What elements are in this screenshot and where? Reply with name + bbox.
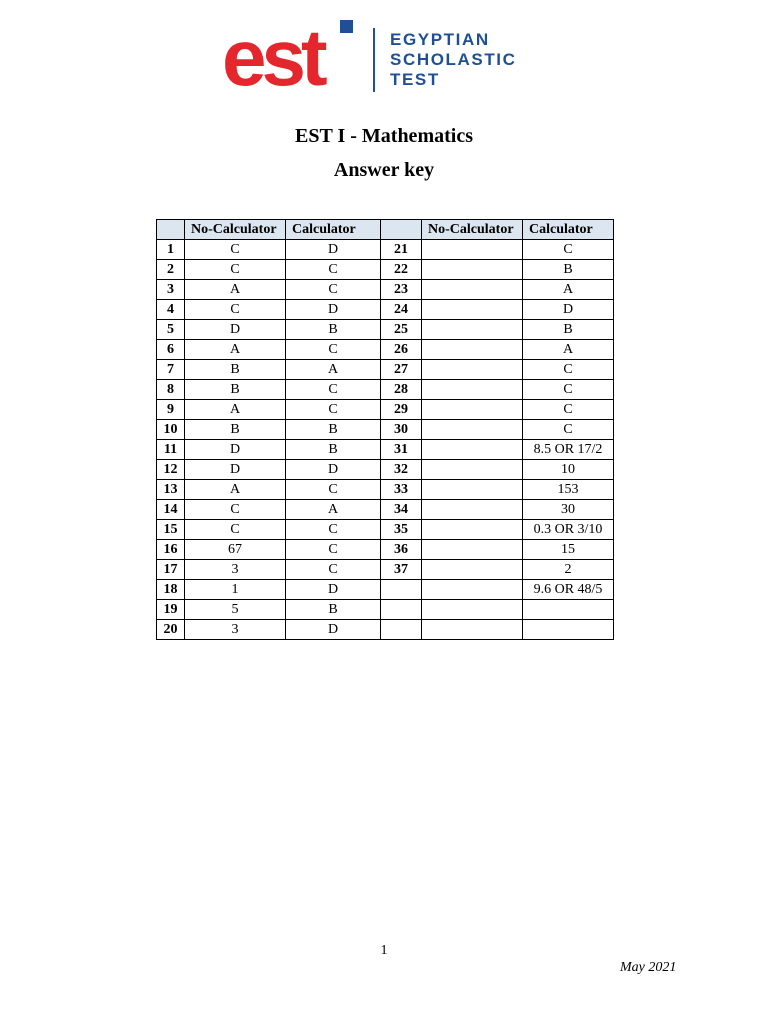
no-calculator-answer [422,300,523,320]
question-number: 35 [381,520,422,540]
no-calculator-answer [422,240,523,260]
no-calculator-answer: C [185,240,286,260]
calculator-answer: C [523,400,614,420]
question-number: 30 [381,420,422,440]
calculator-answer: D [286,300,381,320]
no-calculator-answer: A [185,340,286,360]
question-number: 32 [381,460,422,480]
question-number: 12 [157,460,185,480]
question-number: 7 [157,360,185,380]
calculator-answer: 8.5 OR 17/2 [523,440,614,460]
calculator-answer: C [286,560,381,580]
question-number: 4 [157,300,185,320]
table-row [157,340,614,360]
no-calculator-answer: 3 [185,620,286,640]
no-calculator-answer [422,540,523,560]
calculator-answer: C [286,540,381,560]
table-row [157,500,614,520]
header-calculator: Calculator [523,220,614,240]
logo-line-2: SCHOLASTIC [390,50,517,69]
table-row [157,260,614,280]
header-no-calculator: No-Calculator [422,220,523,240]
no-calculator-answer [422,460,523,480]
logo-line-3: TEST [390,70,440,89]
question-number: 6 [157,340,185,360]
question-number: 17 [157,560,185,580]
calculator-answer: 2 [523,560,614,580]
no-calculator-answer [422,560,523,580]
calculator-answer: C [286,260,381,280]
answer-key-body [157,240,614,640]
table-row [157,460,614,480]
question-number: 2 [157,260,185,280]
no-calculator-answer: C [185,300,286,320]
no-calculator-answer: C [185,520,286,540]
logo-line-1: EGYPTIAN [390,30,490,49]
no-calculator-answer [422,320,523,340]
question-number [381,580,422,600]
question-number: 20 [157,620,185,640]
question-number: 11 [157,440,185,460]
calculator-answer: C [286,340,381,360]
calculator-answer: C [286,480,381,500]
question-number: 1 [157,240,185,260]
no-calculator-answer: 3 [185,560,286,580]
logo-flag-icon [340,20,353,33]
no-calculator-answer [422,580,523,600]
question-number [381,600,422,620]
no-calculator-answer: D [185,440,286,460]
question-number: 18 [157,580,185,600]
table-row [157,580,614,600]
question-number: 23 [381,280,422,300]
table-row [157,560,614,580]
table-row [157,600,614,620]
no-calculator-answer [422,420,523,440]
no-calculator-answer [422,520,523,540]
table-row [157,240,614,260]
calculator-answer: 9.6 OR 48/5 [523,580,614,600]
calculator-answer: 10 [523,460,614,480]
question-number: 33 [381,480,422,500]
calculator-answer: D [286,460,381,480]
header-no-calculator: No-Calculator [185,220,286,240]
no-calculator-answer [422,260,523,280]
no-calculator-answer [422,360,523,380]
question-number: 24 [381,300,422,320]
table-row [157,540,614,560]
question-number: 21 [381,240,422,260]
header-calculator: Calculator [286,220,381,240]
question-number: 34 [381,500,422,520]
calculator-answer [523,620,614,640]
no-calculator-answer: 67 [185,540,286,560]
calculator-answer: 15 [523,540,614,560]
no-calculator-answer: 5 [185,600,286,620]
calculator-answer: A [286,500,381,520]
calculator-answer: 153 [523,480,614,500]
question-number: 26 [381,340,422,360]
question-number: 13 [157,480,185,500]
header-blank [157,220,185,240]
no-calculator-answer [422,280,523,300]
calculator-answer [523,600,614,620]
page-subtitle: Answer key [333,159,435,181]
no-calculator-answer: C [185,500,286,520]
table-row [157,440,614,460]
no-calculator-answer: 1 [185,580,286,600]
no-calculator-answer [422,440,523,460]
no-calculator-answer [422,600,523,620]
table-row [157,400,614,420]
calculator-answer: B [286,420,381,440]
question-number [381,620,422,640]
calculator-answer: C [523,240,614,260]
calculator-answer: D [286,580,381,600]
table-row [157,620,614,640]
table-row [157,480,614,500]
calculator-answer: B [523,320,614,340]
calculator-answer: C [286,400,381,420]
table-row [157,300,614,320]
question-number: 9 [157,400,185,420]
calculator-answer: C [523,420,614,440]
answer-key-table [156,219,614,640]
calculator-answer: 30 [523,500,614,520]
question-number: 3 [157,280,185,300]
logo-divider [373,28,375,92]
no-calculator-answer: D [185,460,286,480]
table-row [157,420,614,440]
question-number: 29 [381,400,422,420]
table-row [157,280,614,300]
no-calculator-answer: A [185,480,286,500]
calculator-answer: A [286,360,381,380]
no-calculator-answer [422,500,523,520]
table-row [157,520,614,540]
calculator-answer: B [523,260,614,280]
calculator-answer: C [523,360,614,380]
question-number: 28 [381,380,422,400]
calculator-answer: D [286,620,381,640]
question-number: 19 [157,600,185,620]
table-row [157,380,614,400]
logo-mark: est [222,13,323,102]
header-blank [381,220,422,240]
question-number: 37 [381,560,422,580]
no-calculator-answer: A [185,400,286,420]
question-number: 36 [381,540,422,560]
table-row [157,320,614,340]
table-row [157,360,614,380]
question-number: 27 [381,360,422,380]
calculator-answer: D [286,240,381,260]
calculator-answer: C [286,520,381,540]
question-number: 10 [157,420,185,440]
calculator-answer: A [523,340,614,360]
est-logo [222,13,532,102]
question-number: 16 [157,540,185,560]
no-calculator-answer: C [185,260,286,280]
calculator-answer: B [286,320,381,340]
page-title: EST I - Mathematics [295,125,473,147]
calculator-answer: C [286,280,381,300]
calculator-answer: 0.3 OR 3/10 [523,520,614,540]
table-header-row [157,220,614,240]
no-calculator-answer: B [185,360,286,380]
calculator-answer: B [286,440,381,460]
no-calculator-answer: B [185,420,286,440]
question-number: 8 [157,380,185,400]
no-calculator-answer: B [185,380,286,400]
no-calculator-answer [422,400,523,420]
no-calculator-answer: A [185,280,286,300]
no-calculator-answer [422,620,523,640]
question-number: 14 [157,500,185,520]
no-calculator-answer [422,480,523,500]
footer-date: May 2021 [620,960,677,975]
calculator-answer: B [286,600,381,620]
logo-text [390,30,517,90]
calculator-answer: C [523,380,614,400]
no-calculator-answer: D [185,320,286,340]
calculator-answer: A [523,280,614,300]
question-number: 5 [157,320,185,340]
calculator-answer: C [286,380,381,400]
question-number: 22 [381,260,422,280]
question-number: 25 [381,320,422,340]
page-number: 1 [380,943,388,958]
no-calculator-answer [422,340,523,360]
calculator-answer: D [523,300,614,320]
question-number: 15 [157,520,185,540]
no-calculator-answer [422,380,523,400]
question-number: 31 [381,440,422,460]
